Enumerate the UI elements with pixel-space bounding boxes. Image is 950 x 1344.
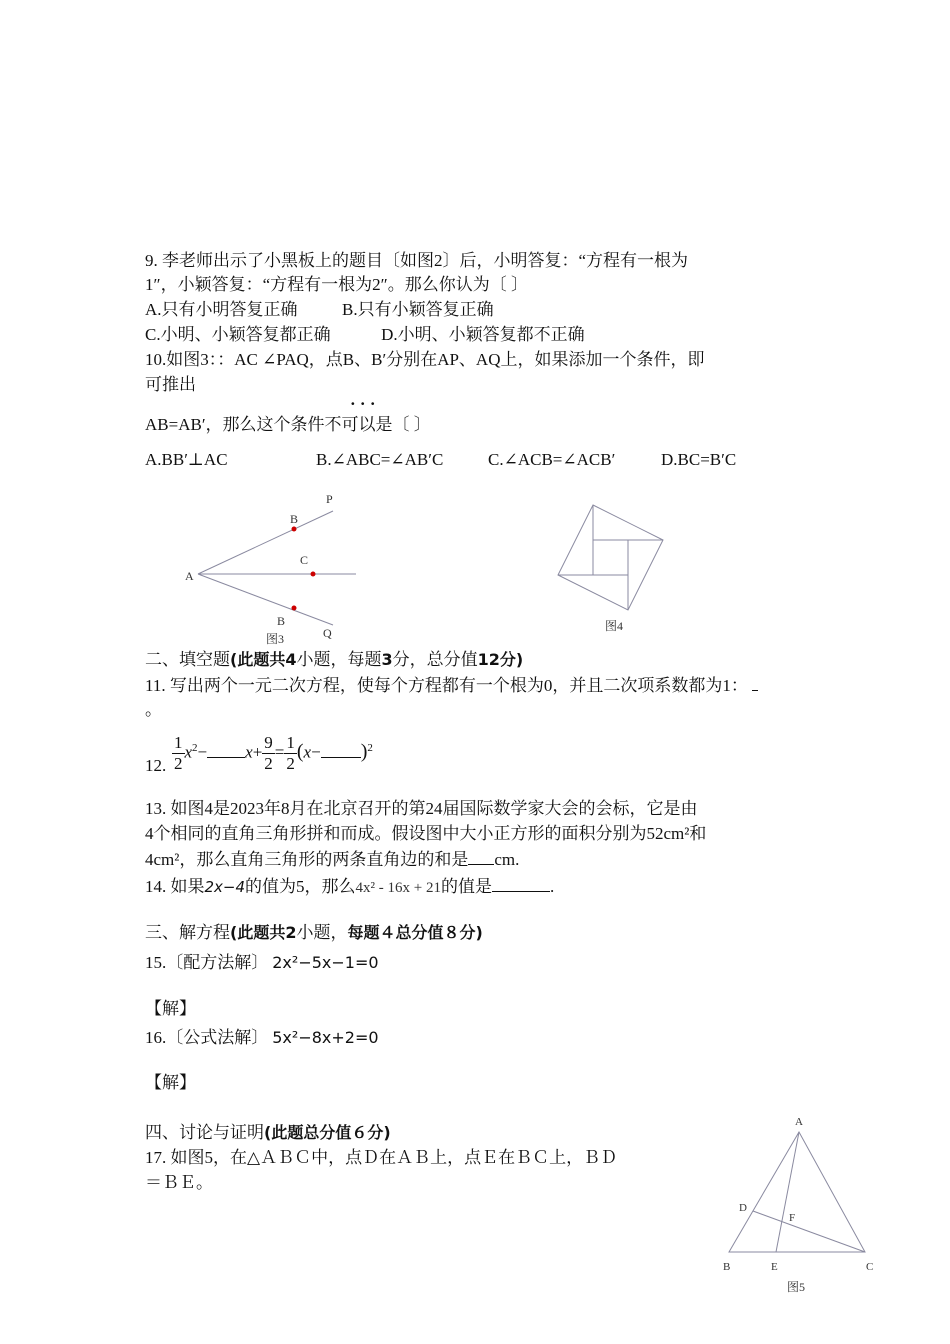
label-e: E [771, 1261, 778, 1273]
q10-option-a: A.BB′⊥AC [145, 450, 228, 469]
label-b-prime: B [277, 614, 286, 628]
q15-line: 15.〔配方法解〕 2x²−5x−1=0 [145, 953, 379, 972]
ray-aq [198, 574, 333, 625]
q10-option-b: B.∠ABC=∠AB′C [316, 450, 444, 469]
label-b: B [723, 1261, 731, 1273]
section-4-title: 四、讨论与证明(此题总分值６分) [145, 1123, 391, 1142]
label-c: C [300, 553, 309, 567]
q10-line1: 10.如图3：：AC ∠PAQ，点B、B′分别在AP、AQ上，如果添加一个条件，即 [145, 350, 705, 369]
q9-options-cd [145, 324, 585, 346]
figure-4-caption: 图4 [605, 619, 624, 633]
label-q: Q [323, 626, 332, 640]
label-d: D [739, 1202, 747, 1214]
q14-line: 14. 如果2x−4的值为5，那么4x² - 16x + 21的值是 . [145, 877, 555, 896]
q16-solution-label: 【解】 [145, 1073, 196, 1092]
q17-line1: 17. 如图5，在△ＡＢＣ中，点Ｄ在ＡＢ上，点Ｅ在ＢＣ上，ＢＤ [145, 1148, 618, 1167]
q12-number: 12. [145, 756, 167, 775]
q10-line2: 可推出 [145, 375, 196, 394]
label-b: B [290, 512, 299, 526]
q9-option-a: A.只有小明答复正确 [145, 300, 298, 319]
q13-line2: 4个相同的直角三角形拼和而成。假设图中大小正方形的面积分别为52cm²和 [145, 824, 707, 843]
q13-line3: 4cm²，那么直角三角形的两条直角边的和是 cm. [145, 850, 520, 869]
figure-3-caption: 图3 [266, 632, 285, 646]
segment-cd [753, 1211, 865, 1252]
q10-emphasis-dots: · · · [350, 394, 376, 413]
q9-option-b: B.只有小颖答复正确 [342, 300, 494, 319]
segment-ae [776, 1132, 799, 1252]
point-c-dot [311, 572, 316, 577]
q10-option-c: C.∠ACB=∠ACB′ [488, 450, 616, 469]
figure-4 [545, 495, 675, 640]
label-c: C [866, 1261, 874, 1273]
section-2-title: 二、填空题(此题共4小题，每题3分，总分值12分) [145, 650, 524, 669]
q17-line2: ＝ＢＥ。 [145, 1173, 213, 1192]
q10-option-d: D.BC=B′C [661, 450, 737, 469]
q10-line3: AB=AB′，那么这个条件不可以是〔 〕 [145, 415, 431, 434]
q16-line: 16.〔公式法解〕 5x²−8x+2=0 [145, 1028, 379, 1047]
triangle-abc [729, 1132, 865, 1252]
q15-solution-label: 【解】 [145, 999, 196, 1018]
point-b-prime-dot [292, 606, 297, 611]
q13-line1: 13. 如图4是2023年8月在北京召开的第24届国际数学家大会的会标，它是由 [145, 799, 698, 818]
q9-line2: 1″，小颖答复：“方程有一根为2″。那么你认为〔 〕 [145, 275, 528, 294]
section-3-title: 三、解方程(此题共2小题，每题４总分值８分) [145, 923, 483, 942]
figure-3 [170, 485, 380, 650]
q12-equation: $\frac{1}{2}$ $x^2- x+$ $\frac{9}{2}$ = $\frac{1}{2}$ $(x- )^2$ [174, 733, 373, 774]
q9-option-c: C.小明、小颖答复都正确 [145, 325, 331, 344]
label-a: A [795, 1116, 803, 1128]
q9-options-ab [145, 299, 494, 321]
figure-5-caption: 图5 [787, 1280, 806, 1294]
point-b-dot [292, 527, 297, 532]
ray-ap [198, 511, 333, 574]
q9-option-d: D.小明、小颖答复都不正确 [381, 325, 585, 344]
outer-square [558, 505, 663, 610]
label-p: P [326, 492, 333, 506]
figure-5 [715, 1110, 885, 1300]
q11-line2: 。 [145, 700, 162, 719]
q11-line1: 11. 写出两个一元二次方程，使每个方程都有一个根为0，并且二次项系数都为1： [145, 674, 758, 697]
label-f: F [789, 1212, 796, 1224]
label-a: A [185, 569, 194, 583]
q9-line1: 9. 李老师出示了小黑板上的题目〔如图2〕后，小明答复：“方程有一根为 [145, 251, 689, 270]
